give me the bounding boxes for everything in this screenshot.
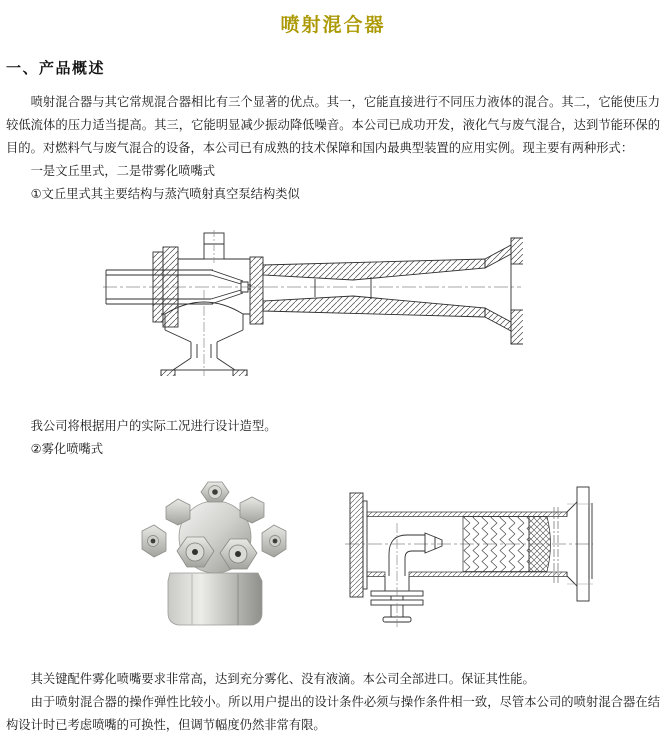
paragraph-nozzle-quality: 其关键配件雾化喷嘴要求非常高，达到充分雾化、没有液滴。本公司全部进口。保证其性能。 xyxy=(30,672,535,686)
paragraph-atomizing-type: ②雾化喷嘴式 xyxy=(30,442,104,456)
paragraph-custom-design: 我公司将根据用户的实际工况进行设计造型。 xyxy=(30,419,277,433)
figure-row xyxy=(138,475,666,629)
document-page xyxy=(0,10,666,744)
atomizing-nozzle-photo-svg xyxy=(138,475,290,627)
atomizing-nozzle-photo xyxy=(138,475,290,627)
nozzle-mixer-drawing-svg xyxy=(345,479,593,629)
paragraph-operating-range: 由于喷射混合器的操作弹性比较小。所以用户提出的设计条件必须与操作条件相一致，尽管本公司的喷射混合器在结构设计时已考虑喷嘴的可换性，但调节幅度仍然非常有限。 xyxy=(6,695,660,732)
venturi-mixer-drawing xyxy=(103,230,523,376)
paragraph-venturi-type: ①文丘里式其主要结构与蒸汽喷射真空泵结构类似 xyxy=(30,187,300,201)
nozzle-mixer-drawing xyxy=(345,479,593,629)
page-title: 喷射混合器 xyxy=(280,15,386,36)
paragraph-two-types: 一是文丘里式，二是带雾化喷嘴式 xyxy=(30,164,216,178)
section-heading: 一、产品概述 xyxy=(6,60,106,77)
paragraph-overview: 喷射混合器与其它常规混合器相比有三个显著的优点。其一，它能直接进行不同压力液体的混合。其二，它能使压力较低流体的压力适当提高。其三，它能明显减少振动降低噪音。本公司已成功开发，液化气与废气混合，达到节能环保的目的。对燃料气与废气混合的设备，本公司已有成熟的技术保障和国内最典型装置的应用实例。现主要有两种形式： xyxy=(6,95,660,155)
venturi-mixer-drawing-svg xyxy=(103,230,523,376)
